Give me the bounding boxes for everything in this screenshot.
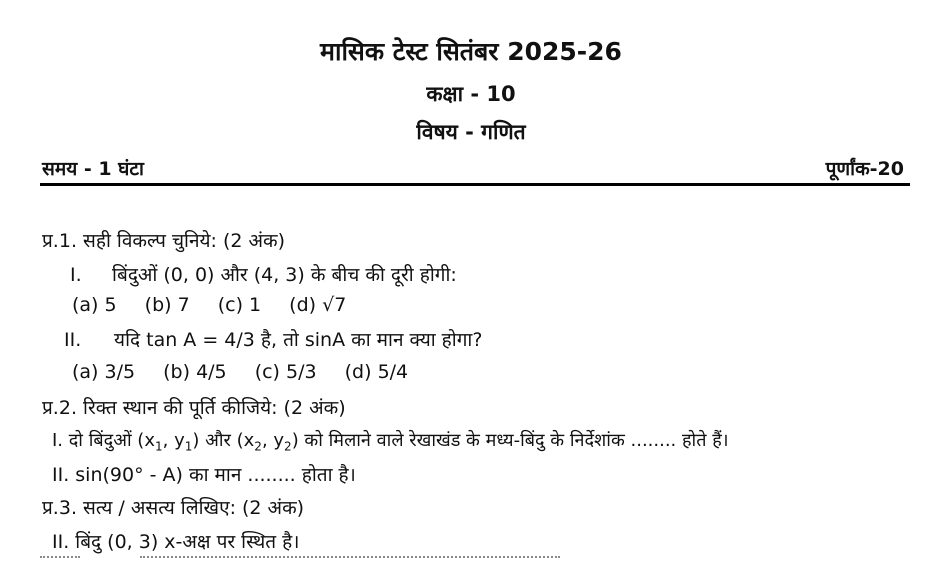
q1-item-1 xyxy=(70,261,457,287)
q1-item-1-text: बिंदुओं (0, 0) और (4, 3) के बीच की दूरी होगी: xyxy=(112,264,457,286)
class-label: कक्षा - 10 xyxy=(426,82,516,106)
q2-item-1-text: , y xyxy=(261,430,285,451)
q1-item-1-number: I. xyxy=(70,264,82,286)
option-d: (d) √7 xyxy=(289,294,347,316)
time-label: समय - 1 घंटा xyxy=(42,158,144,180)
q2-item-1-suffix: ) को मिलाने वाले रेखाखंड के मध्य-बिंदु के निर्देशांक ........ होते हैं। xyxy=(291,430,729,451)
option-c: (c) 5/3 xyxy=(254,361,317,383)
option-b: (b) 7 xyxy=(144,294,190,316)
marks-label: पूर्णांक-20 xyxy=(825,158,904,180)
q2-item-2: II. sin(90° - A) का मान ........ होता है। xyxy=(52,464,356,486)
subscript: 1 xyxy=(184,439,193,454)
option-d: (d) 5/4 xyxy=(344,361,409,383)
q1-item-2-number: II. xyxy=(64,329,82,351)
q1-heading: प्र.1. सही विकल्प चुनिये: (2 अंक) xyxy=(42,230,286,252)
q1-item-2-options xyxy=(72,361,430,383)
option-a: (a) 5 xyxy=(72,294,117,316)
page-title: मासिक टेस्ट सितंबर 2025-26 xyxy=(320,37,622,66)
subscript: 1 xyxy=(154,439,163,454)
q2-item-1-text: ) और (x xyxy=(192,430,255,451)
option-a: (a) 3/5 xyxy=(72,361,136,383)
subject-label: विषय - गणित xyxy=(416,120,526,144)
q2-item-1 xyxy=(52,428,729,454)
q2-item-1-text: , y xyxy=(162,430,185,451)
cropped-text-fragment xyxy=(40,556,900,564)
q1-item-2-text: यदि tan A = 4/3 है, तो sinA का मान क्या होगा? xyxy=(114,329,483,351)
option-c: (c) 1 xyxy=(217,294,262,316)
q2-item-1-prefix: I. दो बिंदुओं (x xyxy=(52,430,155,451)
q2-heading: प्र.2. रिक्त स्थान की पूर्ति कीजिये: (2 अंक) xyxy=(42,397,346,419)
subscript: 2 xyxy=(284,439,292,454)
q1-item-1-options xyxy=(72,294,368,316)
q3-item: II. बिंदु (0, 3) x-अक्ष पर स्थित है। xyxy=(52,531,300,553)
subscript: 2 xyxy=(254,439,262,454)
option-b: (b) 4/5 xyxy=(163,361,227,383)
q1-item-2 xyxy=(64,326,482,352)
q3-heading: प्र.3. सत्य / असत्य लिखिए: (2 अंक) xyxy=(42,497,305,519)
header-divider xyxy=(40,183,910,186)
